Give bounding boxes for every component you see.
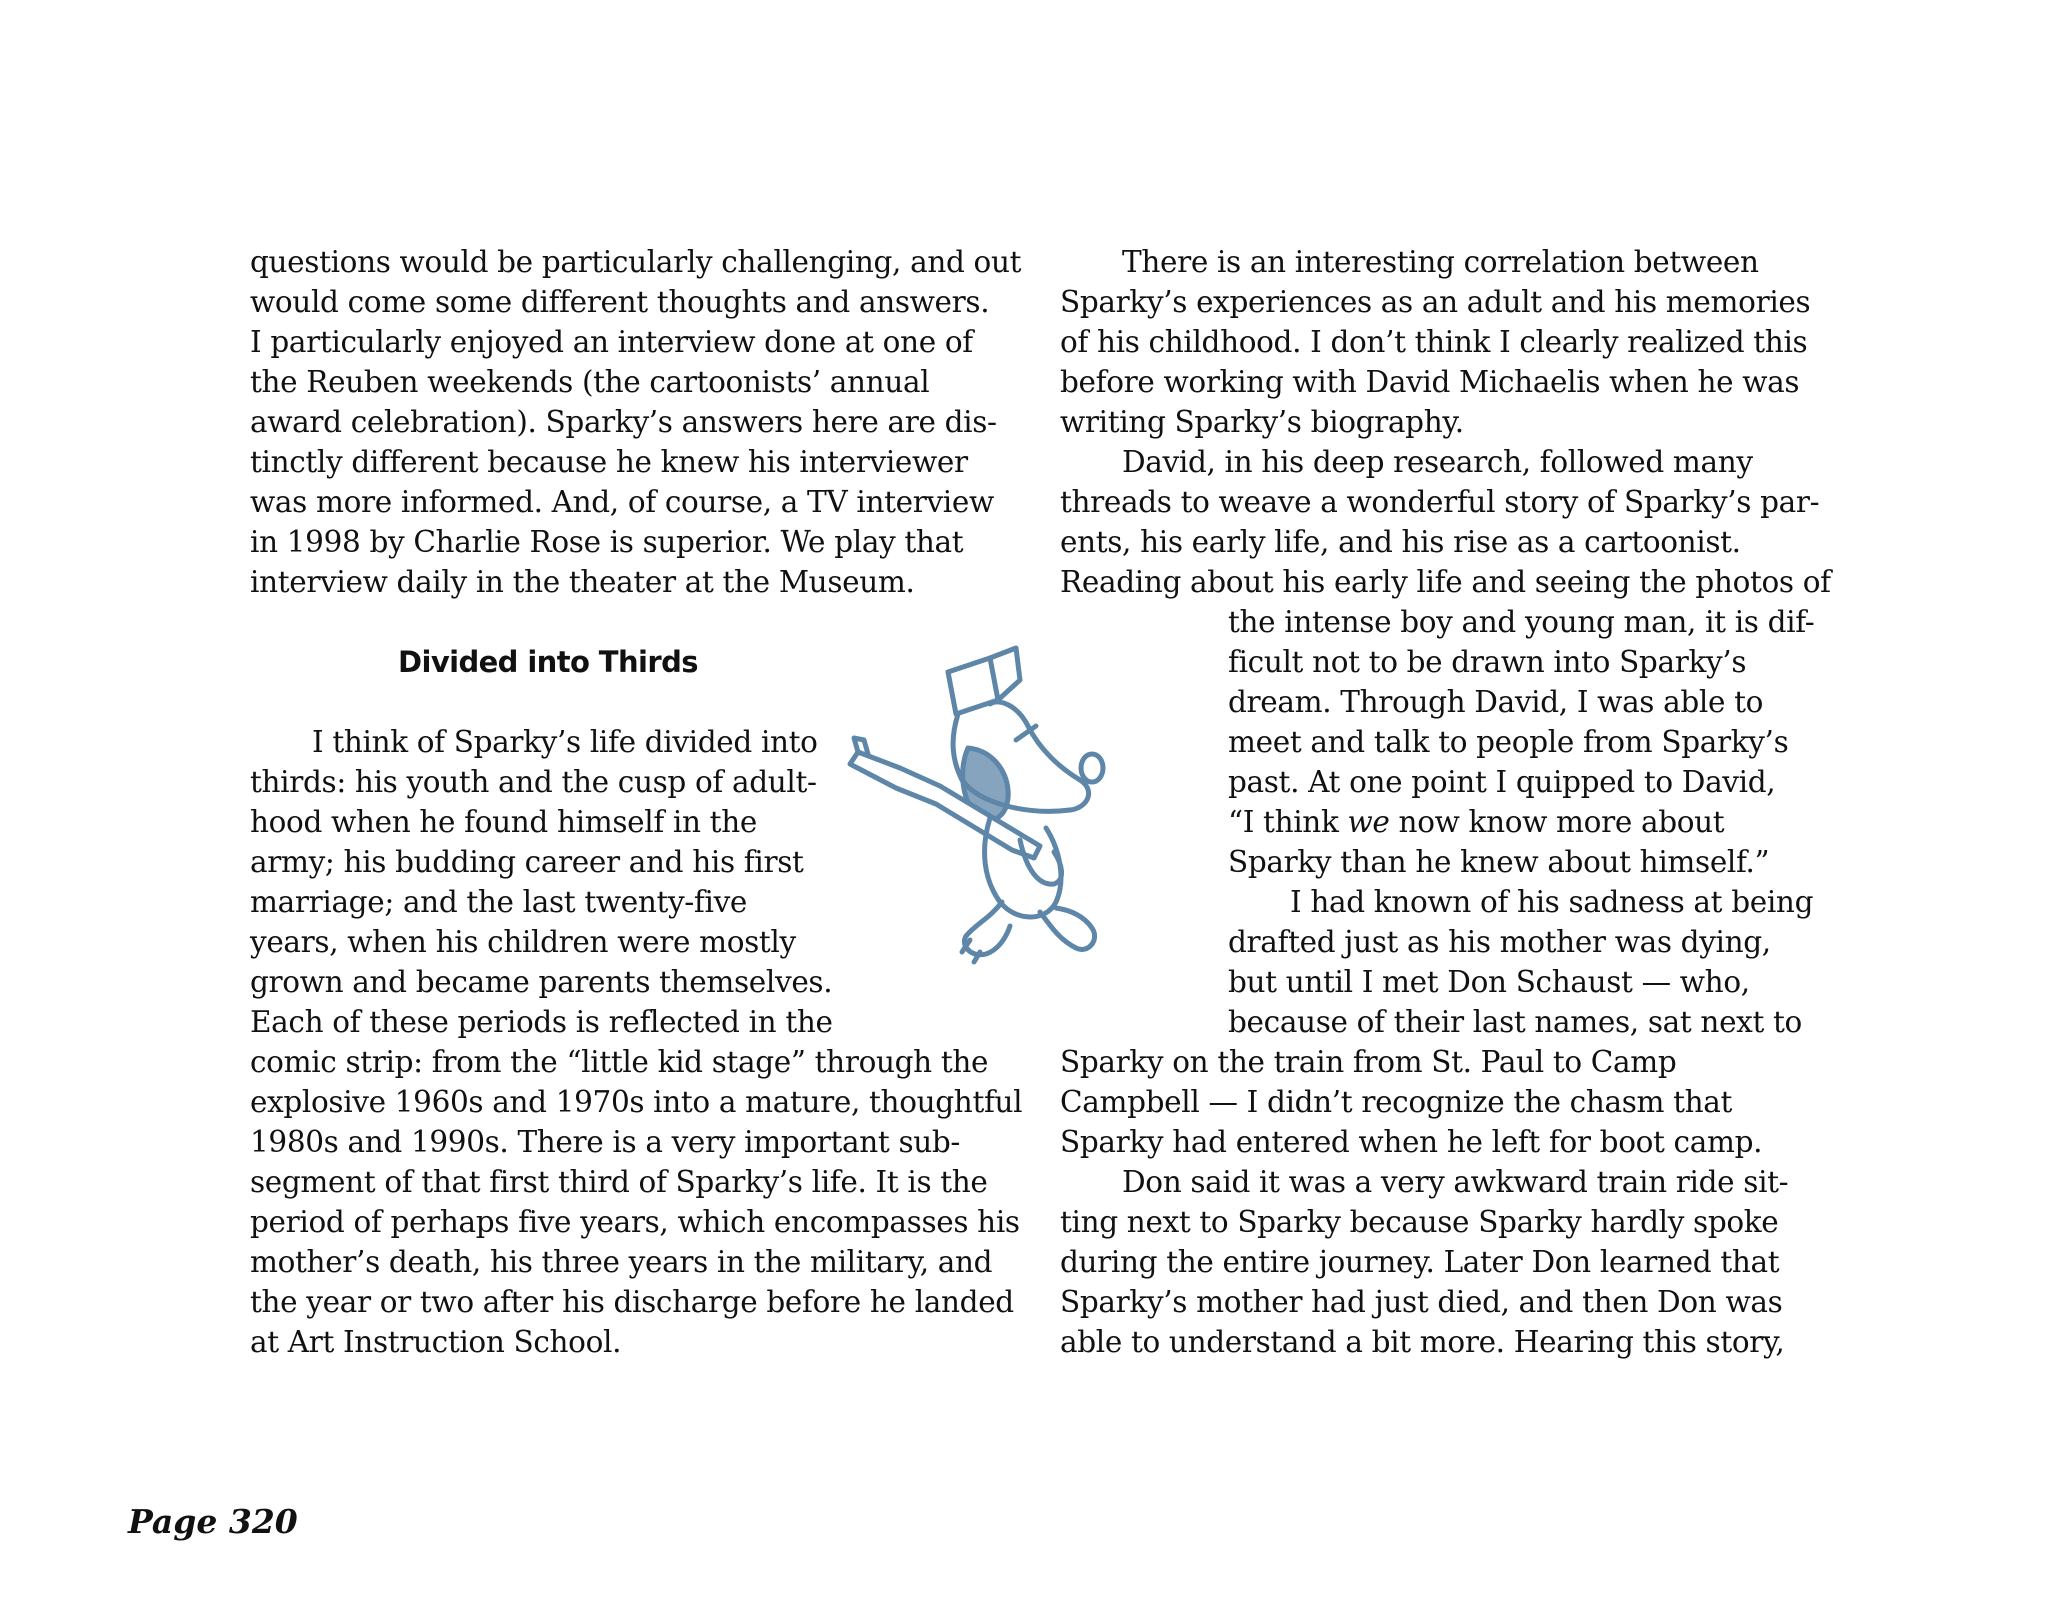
nose-shape [1081,754,1103,782]
text-line: because of their last names, sat next to [1228,1005,1802,1039]
text-line: ficult not to be drawn into Sparky’s [1228,645,1747,679]
text-line: would come some different thoughts and answers. [250,285,990,319]
text-line: There is an interesting correlation between [1122,245,1759,279]
section-heading: Divided into Thirds [398,645,698,679]
text-line: David, in his deep research, followed many [1122,445,1753,479]
text-line: writing Sparky’s biography. [1060,405,1464,439]
text-line: tinctly different because he knew his interviewer [250,445,968,479]
text-line: at Art Instruction School. [250,1325,622,1359]
text-line: period of perhaps five years, which encompasses his [250,1205,1020,1239]
text-line: army; his budding career and his first [250,845,804,879]
quote-pre: “I think [1228,805,1348,839]
text-line: Sparky on the train from St. Paul to Camp [1060,1045,1677,1079]
text-line: before working with David Michaelis when he was [1060,365,1800,399]
text-line: grown and became parents themselves. [250,965,833,999]
text-line: during the entire journey. Later Don learned that [1060,1245,1780,1279]
text-line: segment of that first third of Sparky’s life. It is the [250,1165,988,1199]
text-line: hood when he found himself in the [250,805,757,839]
page-number: Page 320 [128,1502,298,1541]
text-line: years, when his children were mostly [250,925,796,959]
text-line: Sparky than he knew about himself.” [1228,845,1770,879]
text-line: Campbell — I didn’t recognize the chasm that [1060,1085,1733,1119]
text-line: was more informed. And, of course, a TV interview [250,485,994,519]
text-line: Don said it was a very awkward train ride sit- [1122,1165,1789,1199]
quote-line [1060,802,1830,842]
text-line: in 1998 by Charlie Rose is superior. We play that [250,525,964,559]
text-line: comic strip: from the “little kid stage” through the [250,1045,989,1079]
text-line: marriage; and the last twenty-five [250,885,748,919]
text-line: mother’s death, his three years in the military, and [250,1245,993,1279]
text-line: drafted just as his mother was dying, [1228,925,1771,959]
text-line: ents, his early life, and his rise as a cartoonist. [1060,525,1741,559]
text-line: I think of Sparky’s life divided into [312,725,818,759]
text-line: the year or two after his discharge before he landed [250,1285,1014,1319]
text-line: the intense boy and young man, it is dif- [1228,605,1815,639]
text-line: 1980s and 1990s. There is a very important sub- [250,1125,961,1159]
text-line: thirds: his youth and the cusp of adult- [250,765,817,799]
text-line: Each of these periods is reflected in the [250,1005,833,1039]
text-line: threads to weave a wonderful story of Sparky’s par- [1060,485,1820,519]
text-line: interview daily in the theater at the Museum. [250,565,915,599]
text-line: Sparky had entered when he left for boot camp. [1060,1125,1763,1159]
text-line: past. At one point I quipped to David, [1228,765,1776,799]
text-line: Sparky’s mother had just died, and then Don was [1060,1285,1783,1319]
text-line: I had known of his sadness at being [1290,885,1814,919]
text-line: ting next to Sparky because Sparky hardly spoke [1060,1205,1779,1239]
text-line: questions would be particularly challenging, and out [250,245,1022,279]
quote-emphasis: we [1347,805,1390,839]
right-column [1060,242,1830,1362]
text-line: the Reuben weekends (the cartoonists’ annual [250,365,930,399]
text-line: Sparky’s experiences as an adult and his memories [1060,285,1811,319]
text-line: explosive 1960s and 1970s into a mature, thoughtful [250,1085,1023,1119]
text-line: dream. Through David, I was able to [1228,685,1764,719]
spacer [250,602,1020,642]
text-line: I particularly enjoyed an interview done at one of [250,325,973,359]
snoopy-soldier-icon [840,640,1170,1010]
text-line: Reading about his early life and seeing the photos of [1060,565,1831,599]
text-line: but until I met Don Schaust — who, [1228,965,1750,999]
quote-post: now know more about [1389,805,1725,839]
left-leg [964,902,1010,955]
text-line: award celebration). Sparky’s answers here are dis- [250,405,997,439]
text-line: meet and talk to people from Sparky’s [1228,725,1789,759]
text-line: of his childhood. I don’t think I clearly realized this [1060,325,1808,359]
text-line: able to understand a bit more. Hearing this story, [1060,1325,1785,1359]
